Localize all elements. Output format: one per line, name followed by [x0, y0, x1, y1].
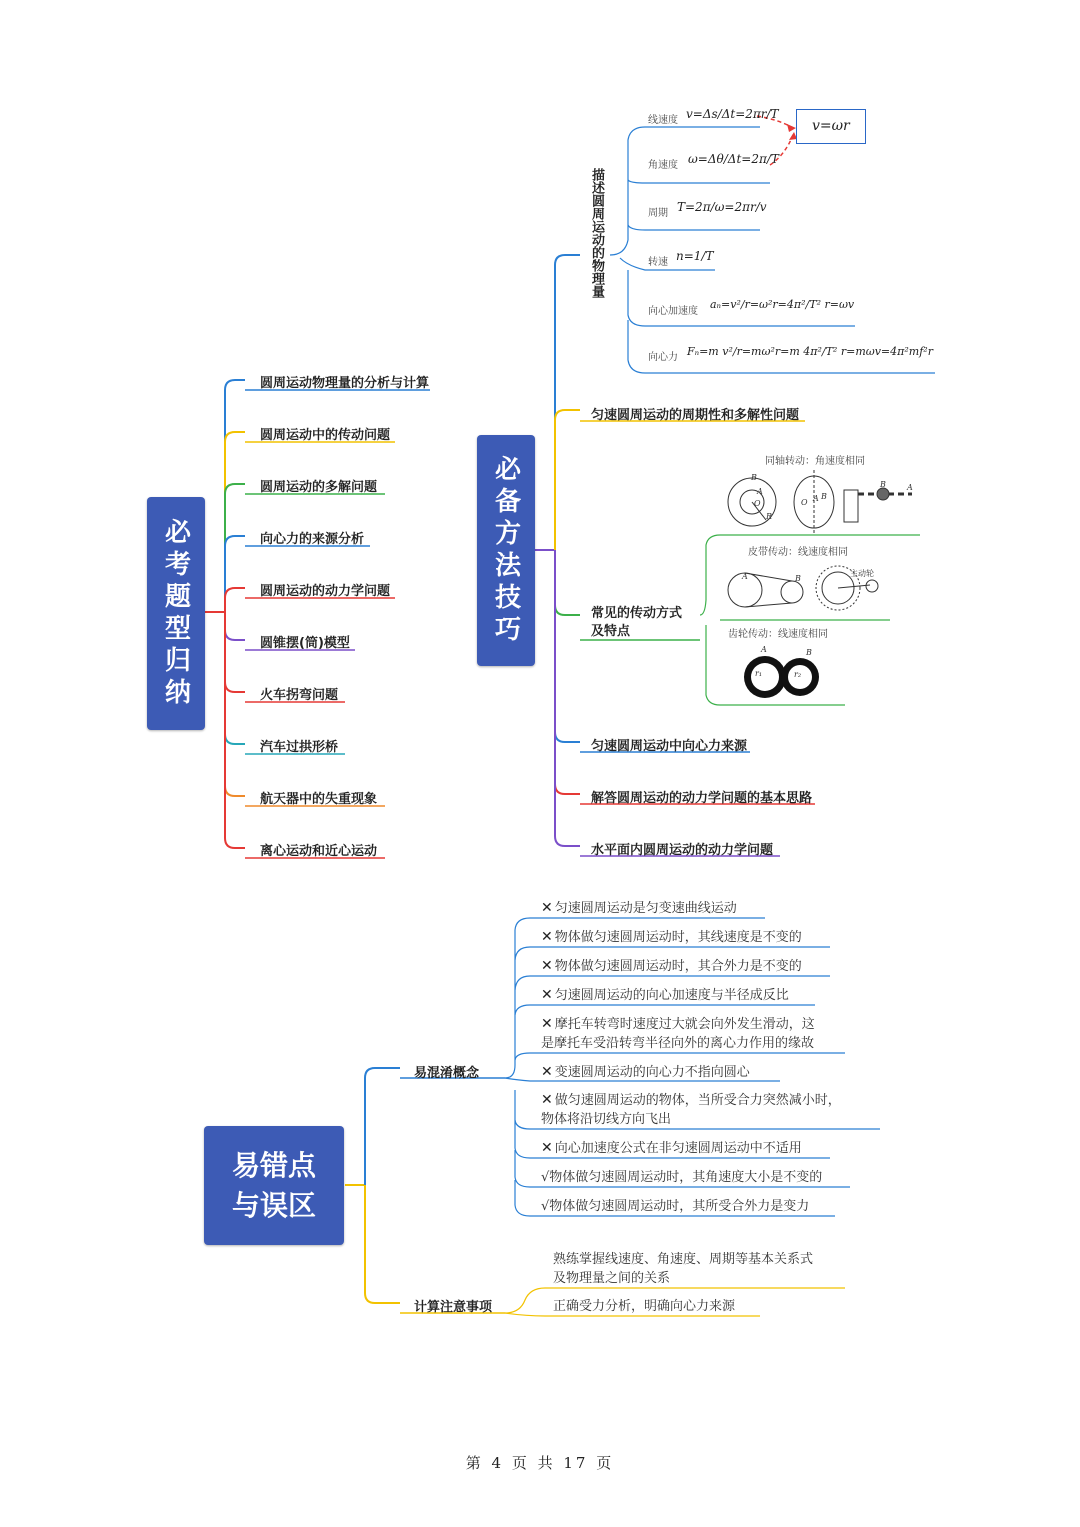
- svg-text:B: B: [751, 473, 757, 482]
- left-item-5: 圆周运动的动力学问题: [260, 584, 391, 599]
- belt-caption: 皮带传动：线速度相同: [748, 547, 848, 558]
- svg-text:B: B: [880, 480, 886, 489]
- formula-name-3: 周期: [648, 208, 668, 219]
- middle-item-2-text: 常见的传动方式及特点: [591, 606, 683, 639]
- left-root-label: 必考题型归纳: [160, 517, 191, 710]
- middle-root-label: 必备方法技巧: [490, 454, 521, 647]
- formula-expr-3: T=2π/ω=2πr/v: [677, 200, 767, 214]
- svg-text:B: B: [806, 648, 812, 657]
- formula-name-1: 线速度: [648, 115, 678, 126]
- svg-text:A: A: [757, 487, 763, 496]
- formula-name-2: 角速度: [648, 160, 678, 171]
- misconception-2: [541, 928, 802, 947]
- formula-expr-4: n=1/T: [676, 249, 714, 263]
- svg-text:A: A: [813, 494, 819, 503]
- vwr-box: [796, 109, 866, 144]
- describe-branch-label: [589, 168, 605, 298]
- middle-item-3: 匀速圆周运动中向心力来源: [591, 739, 748, 754]
- misconception-text: 物体做匀速圆周运动时，其所受合外力是变力: [549, 1199, 810, 1214]
- svg-text:A: A: [742, 572, 748, 581]
- svg-text:R: R: [766, 512, 773, 521]
- middle-item-4: 解答圆周运动的动力学问题的基本思路: [591, 791, 813, 806]
- cross-icon: ✕: [541, 929, 553, 945]
- misconception-text: 向心加速度公式在非匀速圆周运动中不适用: [554, 1141, 802, 1156]
- cross-icon: ✕: [541, 1064, 553, 1080]
- svg-text:r₂: r₂: [794, 670, 802, 679]
- middle-item-5: 水平面内圆周运动的动力学问题: [591, 843, 774, 858]
- describe-branch-text: 描述圆周运动的物理量: [589, 168, 604, 298]
- left-item-10: 离心运动和近心运动: [260, 844, 378, 859]
- bottom-root-line1: 易错点: [231, 1148, 316, 1182]
- formula-expr-6: Fₙ=m v²/r=mω²r=m 4π²/T² r=mωv=4π²mf²r: [687, 345, 933, 358]
- check-icon: √: [541, 1170, 550, 1185]
- misconception-text: 匀速圆周运动的向心加速度与半径成反比: [554, 988, 789, 1003]
- misconception-text-line2: 是摩托车受沿转弯半径向外的离心力作用的缘故: [541, 1036, 815, 1051]
- formula-expr-2: ω=Δθ/Δt=2π/T: [688, 152, 779, 166]
- svg-text:O: O: [801, 498, 808, 507]
- misconception-text-line2: 物体将沿切线方向飞出: [541, 1112, 672, 1127]
- left-item-9: 航天器中的失重现象: [260, 792, 378, 807]
- cross-icon: ✕: [541, 987, 553, 1003]
- middle-root-node: [477, 435, 535, 666]
- misconception-4: [541, 986, 789, 1005]
- coaxial-caption: 同轴转动：角速度相同: [765, 456, 865, 467]
- left-item-1: 圆周运动物理量的分析与计算: [260, 376, 430, 391]
- cross-icon: ✕: [541, 1092, 553, 1108]
- note-text-line2: 及物理量之间的关系: [553, 1271, 671, 1286]
- middle-item-2: [591, 605, 691, 641]
- cross-icon: ✕: [541, 1016, 553, 1032]
- svg-text:A: A: [761, 645, 767, 654]
- svg-text:主动轮: 主动轮: [850, 569, 874, 578]
- left-item-6: 圆锥摆(筒)模型: [260, 636, 350, 651]
- svg-text:O: O: [754, 499, 761, 508]
- misconception-text: 变速圆周运动的向心力不指向圆心: [554, 1065, 750, 1080]
- svg-text:r₁: r₁: [755, 669, 763, 678]
- gear-caption: 齿轮传动：线速度相同: [728, 629, 828, 640]
- misconception-text: 物体做匀速圆周运动时，其角速度大小是不变的: [549, 1170, 823, 1185]
- check-icon: √: [541, 1199, 550, 1214]
- formula-name-6: 向心力: [648, 352, 678, 363]
- misconception-9: [541, 1168, 822, 1187]
- note-text: 正确受力分析，明确向心力来源: [553, 1299, 736, 1314]
- left-root-node: [147, 497, 205, 730]
- misconception-8: [541, 1139, 802, 1158]
- left-item-3: 圆周运动的多解问题: [260, 480, 378, 495]
- note-1: [553, 1250, 813, 1288]
- formula-expr-1: v=Δs/Δt=2πr/T: [686, 107, 779, 121]
- bottom-branch-notes: 计算注意事项: [414, 1300, 493, 1315]
- formula-name-4: 转速: [648, 257, 668, 268]
- misconception-5: [541, 1015, 815, 1053]
- misconception-text: 物体做匀速圆周运动时，其合外力是不变的: [554, 959, 802, 974]
- misconception-text: 做匀速圆周运动的物体，当所受合力突然减小时，: [554, 1093, 841, 1108]
- formula-name-5: 向心加速度: [648, 306, 698, 317]
- bottom-root-node: [204, 1126, 344, 1245]
- note-2: [553, 1297, 735, 1316]
- cross-icon: ✕: [541, 1140, 553, 1156]
- cross-icon: ✕: [541, 900, 553, 916]
- svg-text:B: B: [821, 492, 827, 501]
- page-footer: 第 4 页 共 17 页: [465, 1454, 615, 1472]
- misconception-text: 匀速圆周运动是匀变速曲线运动: [554, 901, 737, 916]
- left-item-2: 圆周运动中的传动问题: [260, 428, 391, 443]
- misconception-6: [541, 1063, 750, 1082]
- bottom-branch-confusing: 易混淆概念: [414, 1066, 480, 1081]
- misconception-text: 摩托车转弯时速度过大就会向外发生滑动，这: [554, 1017, 815, 1032]
- vwr-formula: v=ωr: [812, 118, 850, 134]
- left-item-4: 向心力的来源分析: [260, 532, 365, 547]
- left-item-7: 火车拐弯问题: [260, 688, 339, 703]
- formula-expr-5: aₙ=v²/r=ω²r=4π²/T² r=ωv: [710, 298, 855, 311]
- misconception-text: 物体做匀速圆周运动时，其线速度是不变的: [554, 930, 802, 945]
- svg-text:B: B: [795, 574, 801, 583]
- bottom-root-line2: 与误区: [231, 1188, 316, 1222]
- left-item-8: 汽车过拱形桥: [260, 740, 339, 755]
- svg-text:A: A: [907, 483, 913, 492]
- misconception-10: [541, 1197, 809, 1216]
- misconception-3: [541, 957, 802, 976]
- misconception-1: [541, 899, 737, 918]
- misconception-7: [541, 1091, 841, 1129]
- middle-item-1: 匀速圆周运动的周期性和多解性问题: [591, 408, 800, 423]
- cross-icon: ✕: [541, 958, 553, 974]
- note-text: 熟练掌握线速度、角速度、周期等基本关系式: [553, 1252, 814, 1267]
